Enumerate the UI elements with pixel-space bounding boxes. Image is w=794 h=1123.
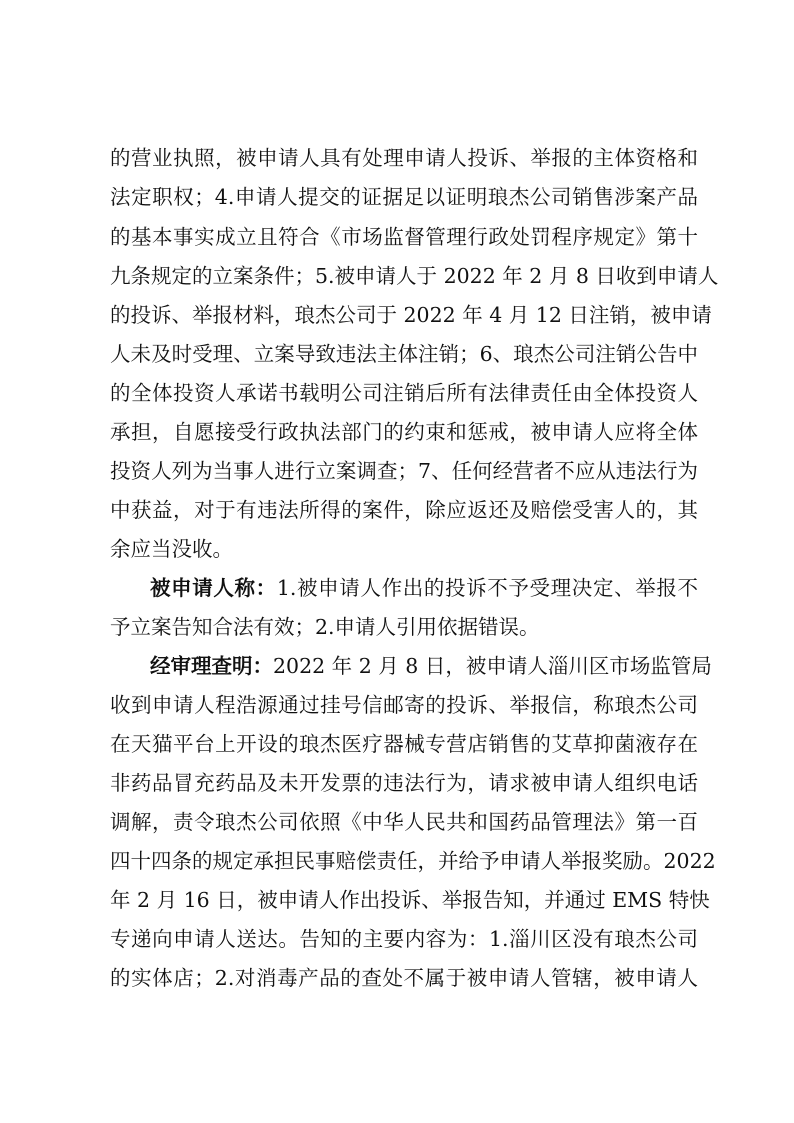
text-line: 的全体投资人承诺书载明公司注销后所有法律责任由全体投资人 <box>110 381 698 405</box>
text-line: 年 2 月 16 日，被申请人作出投诉、举报告知，并通过 EMS 特快 <box>110 888 710 912</box>
respondent-heading: 被申请人称： <box>150 576 277 600</box>
text-line: 九条规定的立案条件；5.被申请人于 2022 年 2 月 8 日收到申请人 <box>110 264 719 288</box>
text-line: 的实体店；2.对消毒产品的查处不属于被申请人管辖，被申请人 <box>110 966 698 990</box>
text-line: 予立案告知合法有效；2.申请人引用依据错误。 <box>110 615 540 639</box>
text-line: 四十四条的规定承担民事赔偿责任，并给予申请人举报奖励。2022 <box>110 849 716 873</box>
findings-paragraph-start <box>150 651 712 681</box>
findings-text: 2022 年 2 月 8 日，被申请人淄川区市场监管局 <box>273 654 712 678</box>
text-line: 中获益，对于有违法所得的案件，除应返还及赔偿受害人的，其 <box>110 498 698 522</box>
text-line: 收到申请人程浩源通过挂号信邮寄的投诉、举报信，称琅杰公司 <box>110 693 698 717</box>
text-line: 余应当没收。 <box>110 537 233 561</box>
text-line: 投资人列为当事人进行立案调查；7、任何经营者不应从违法行为 <box>110 459 698 483</box>
text-line: 在天猫平台上开设的琅杰医疗器械专营店销售的艾草抑菌液存在 <box>110 732 698 756</box>
text-line: 的投诉、举报材料，琅杰公司于 2022 年 4 月 12 日注销，被申请 <box>110 303 712 327</box>
text-line: 的基本事实成立且符合《市场监督管理行政处罚程序规定》第十 <box>110 225 698 249</box>
text-line: 的营业执照，被申请人具有处理申请人投诉、举报的主体资格和 <box>110 146 698 170</box>
findings-heading: 经审理查明： <box>150 654 273 678</box>
text-line: 法定职权；4.申请人提交的证据足以证明琅杰公司销售涉案产品 <box>110 185 698 209</box>
respondent-text: 1.被申请人作出的投诉不予受理决定、举报不 <box>276 576 698 600</box>
text-line: 专递向申请人送达。告知的主要内容为：1.淄川区没有琅杰公司 <box>110 927 698 951</box>
text-line: 调解，责令琅杰公司依照《中华人民共和国药品管理法》第一百 <box>110 810 698 834</box>
respondent-paragraph-start <box>150 573 698 603</box>
text-line: 承担，自愿接受行政执法部门的约束和惩戒，被申请人应将全体 <box>110 420 698 444</box>
text-line: 人未及时受理、立案导致违法主体注销；6、琅杰公司注销公告中 <box>110 342 698 366</box>
text-line: 非药品冒充药品及未开发票的违法行为，请求被申请人组织电话 <box>110 771 698 795</box>
